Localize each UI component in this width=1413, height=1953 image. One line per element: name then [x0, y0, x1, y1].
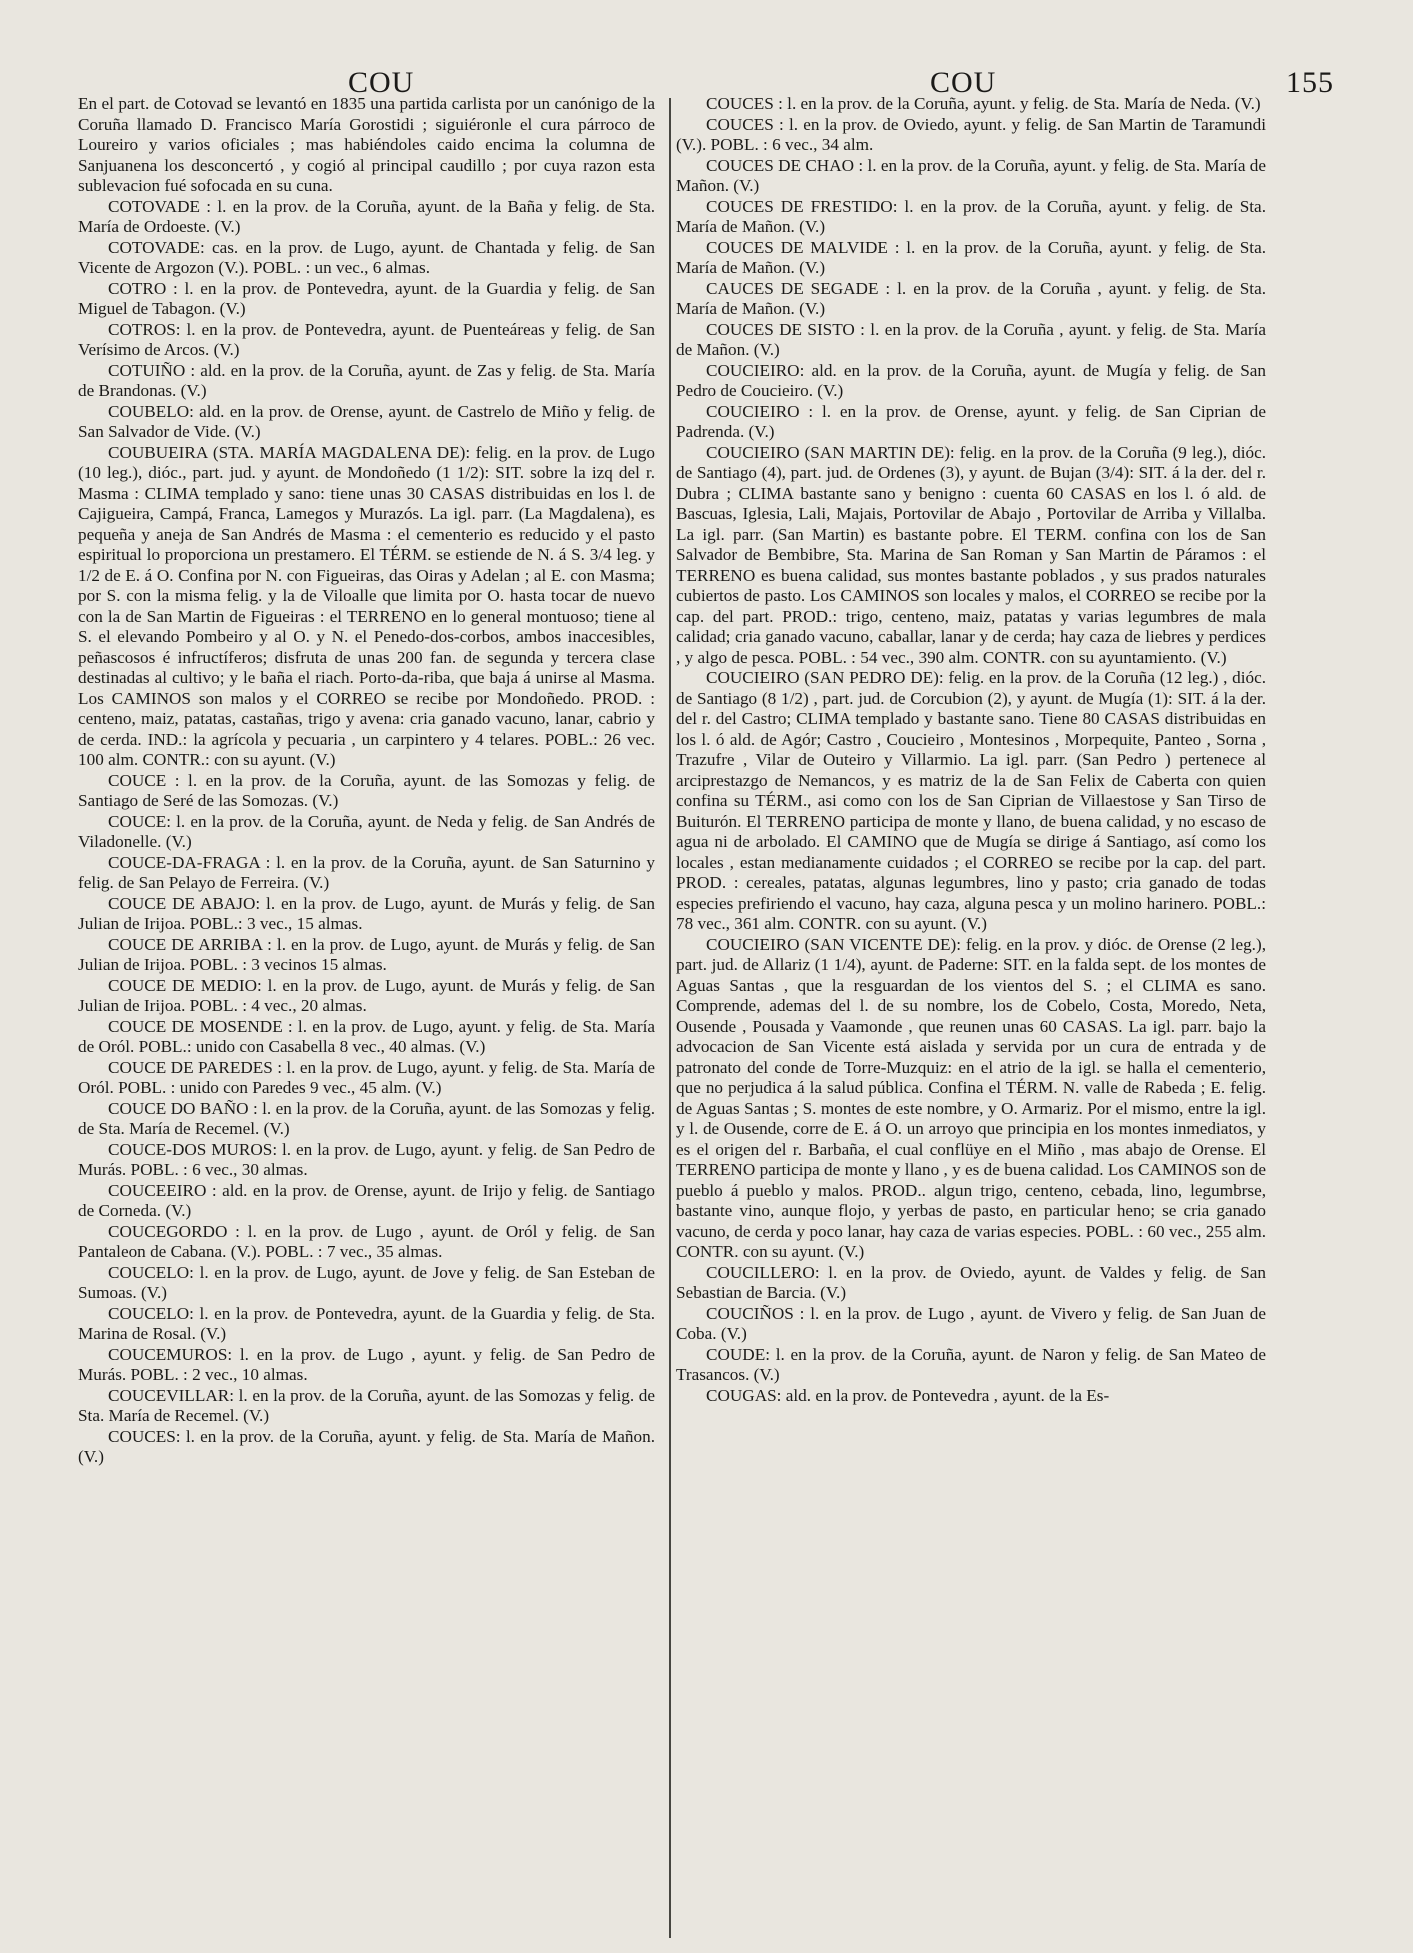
entry: COUCIÑOS : l. en la prov. de Lugo , ayunt. de Vivero y felig. de San Juan de Coba. (V.) — [676, 1303, 1266, 1343]
entry: COTROS: l. en la prov. de Pontevedra, ayunt. de Puenteáreas y felig. de San Verísimo de Arcos. (V.) — [78, 319, 655, 359]
entry: COUDE: l. en la prov. de la Coruña, ayunt. de Naron y felig. de San Mateo de Trasancos. (V.) — [676, 1344, 1266, 1384]
entry: COUCEGORDO : l. en la prov. de Lugo , ayunt. de Oról y felig. de San Pantaleon de Cabana. (V.). POBL. : 7 vec., 35 almas. — [78, 1221, 655, 1261]
entry: COUCIEIRO (SAN MARTIN DE): felig. en la prov. de la Coruña (9 leg.), dióc. de Santiago (4), part. jud. de Ordenes (3), y ayunt. de Bujan (3/4): SIT. á la der. del r. Dubra ; CLIMA bastante sano y benigno : cuenta 60 CASAS en los l. ó ald. de Bascuas, Iglesia, Lali, Majais, Portovilar de Abajo , Portovilar de Arriba y Villalba. La igl. parr. (San Martin) es bastante pobre. El TERM. confina con los de San Salvador de Bembibre, Sta. Marina de San Roman y San Martin de Páramos : el TERRENO es buena calidad, sus montes bastante poblados , y sus prados naturales cubiertos de pasto. Los CAMINOS son locales y malos, el CORREO se recibe por la cap. del part. PROD.: trigo, centeno, maiz, patatas y varias legumbres de mala calidad; cria ganado vacuno, caballar, lanar y de cerda; hay caza de liebres y perdices , y algo de pesca. POBL. : 54 vec., 390 alm. CONTR. con su ayuntamiento. (V.) — [676, 442, 1266, 667]
entry: COUCE DE MEDIO: l. en la prov. de Lugo, ayunt. de Murás y felig. de San Julian de Irijoa. POBL. : 4 vec., 20 almas. — [78, 975, 655, 1015]
entry: COUBUEIRA (STA. MARÍA MAGDALENA DE): felig. en la prov. de Lugo (10 leg.), dióc., part. jud. y ayunt. de Mondoñedo (1 1/2): SIT. sobre la izq del r. Masma : CLIMA templado y sano: tiene unas 30 CASAS distribuidas en los l. de Cajigueira, Campá, Franca, Lamegos y Murazós. La igl. parr. (La Magdalena), es pequeña y aneja de San Andrés de Masma : el cementerio es reducido y el pasto espiritual lo proporciona un prestamero. El TÉRM. se estiende de N. á S. 3/4 leg. y 1/2 de E. á O. Confina por N. con Figueiras, das Oiras y Adelan ; al E. con Masma; por S. con la misma felig. y la de Viloalle que limita por O. hasta tocar de nuevo con la de San Martin de Figueiras : el TERRENO en lo general montuoso; tiene al S. el elevando Pombeiro y al O. y N. el Penedo-dos-corbos, ambos inaccesibles, peñascosos é infructíferos; disfruta de unas 200 fan. de segunda y tercera clase destinadas al cultivo; y le baña el riach. Porto-da-riba, que baja á unirse al Masma. Los CAMINOS son malos y el CORREO se recibe por Mondoñedo. PROD. : centeno, maiz, patatas, castañas, trigo y avena: cria ganado vacuno, lanar, cabrio y de cerda. IND.: la agrícola y pecuaria , un carpintero y 4 telares. POBL.: 26 vec. 100 alm. CONTR.: con su ayunt. (V.) — [78, 442, 655, 769]
right-column — [676, 94, 1266, 1406]
entry: COTOVADE : l. en la prov. de la Coruña, ayunt. de la Baña y felig. de Sta. María de Ordoeste. (V.) — [78, 196, 655, 236]
page-number: 155 — [1286, 66, 1334, 99]
entry: COTOVADE: cas. en la prov. de Lugo, ayunt. de Chantada y felig. de San Vicente de Argozon (V.). POBL. : un vec., 6 almas. — [78, 237, 655, 277]
entry: COUCE DE PAREDES : l. en la prov. de Lugo, ayunt. y felig. de Sta. María de Oról. POBL. : unido con Paredes 9 vec., 45 alm. (V.) — [78, 1057, 655, 1097]
entry: COUCEMUROS: l. en la prov. de Lugo , ayunt. y felig. de San Pedro de Murás. POBL. : 2 vec., 10 almas. — [78, 1344, 655, 1384]
entry: COUCE : l. en la prov. de la Coruña, ayunt. de las Somozas y felig. de Santiago de Seré de las Somozas. (V.) — [78, 770, 655, 810]
entry: COUCE: l. en la prov. de la Coruña, ayunt. de Neda y felig. de San Andrés de Viladonelle. (V.) — [78, 811, 655, 851]
entry: COUCE-DOS MUROS: l. en la prov. de Lugo, ayunt. y felig. de San Pedro de Murás. POBL. : 6 vec., 30 almas. — [78, 1139, 655, 1179]
entry-continuation: En el part. de Cotovad se levantó en 1835 una partida carlista por un canónigo de la Coruña llamado D. Francisco María Gorostidi ; siguiéronle el cura párroco de Loureiro y varios oficiales ; mas habiéndoles caido encima la columna de Sanjuanena los desconcertó , y cogió al principal caudillo ; por cuya razon esta sublevacion fué sofocada en su cuna. — [78, 94, 655, 195]
entry: COTUIÑO : ald. en la prov. de la Coruña, ayunt. de Zas y felig. de Sta. María de Brandonas. (V.) — [78, 360, 655, 400]
entry: COUCILLERO: l. en la prov. de Oviedo, ayunt. de Valdes y felig. de San Sebastian de Barcia. (V.) — [676, 1262, 1266, 1302]
running-head-left: COU — [348, 66, 415, 99]
entry: COUCES : l. en la prov. de la Coruña, ayunt. y felig. de Sta. María de Neda. (V.) — [706, 94, 1261, 113]
entry: COUCE DE MOSENDE : l. en la prov. de Lugo, ayunt. y felig. de Sta. María de Oról. POBL.: unido con Casabella 8 vec., 40 almas. (V.) — [78, 1016, 655, 1056]
entry: COUBELO: ald. en la prov. de Orense, ayunt. de Castrelo de Miño y felig. de San Salvador de Vide. (V.) — [78, 401, 655, 441]
entry: COUCES DE CHAO : l. en la prov. de la Coruña, ayunt. y felig. de Sta. María de Mañon. (V.) — [676, 155, 1266, 195]
entry: COTRO : l. en la prov. de Pontevedra, ayunt. de la Guardia y felig. de San Miguel de Tabagon. (V.) — [78, 278, 655, 318]
entry: COUCIEIRO: ald. en la prov. de la Coruña, ayunt. de Mugía y felig. de San Pedro de Coucieiro. (V.) — [676, 360, 1266, 400]
entry: COUCES DE MALVIDE : l. en la prov. de la Coruña, ayunt. y felig. de Sta. María de Mañon. (V.) — [676, 237, 1266, 277]
entry: COUCELO: l. en la prov. de Pontevedra, ayunt. de la Guardia y felig. de Sta. Marina de Rosal. (V.) — [78, 1303, 655, 1343]
entry: CAUCES DE SEGADE : l. en la prov. de la Coruña , ayunt. y felig. de Sta. María de Mañon. (V.) — [676, 278, 1266, 318]
entry: COUCIEIRO : l. en la prov. de Orense, ayunt. y felig. de San Ciprian de Padrenda. (V.) — [676, 401, 1266, 441]
left-column — [78, 94, 655, 1468]
entry: COUCIEIRO (SAN PEDRO DE): felig. en la prov. de la Coruña (12 leg.) , dióc. de Santiago (8 1/2) , part. jud. de Corcubion (2), y ayunt. de Mugía (1): SIT. á la der. del r. del Castro; CLIMA templado y bastante sano. Tiene 80 CASAS distribuidas en los l. ó ald. de Agór; Castro , Coucieiro , Montesinos , Morpequite, Panteo , Sorna , Trazufre , Vilar de Outeiro y Villarmio. La igl. parr. (San Pedro ) pertenece al arciprestazgo de Nemancos, y es matriz de la de San Felix de Caberta con quien confina su TÉRM., asi como con los de San Ciprian de Villaestose y San Tirso de Buiturón. El TERRENO participa de monte y llano, de buena calidad, y no escaso de agua ni de arbolado. El CAMINO que de Mugía se dirige á Santiago, así como los locales , estan medianamente cuidados ; el CORREO se recibe por la cap. del part. PROD. : cereales, patatas, algunas legumbres, lino y pasto; cria ganado de todas especies prefiriendo el vacuno, hay caza, alguna pesca y un molino harinero. POBL.: 78 vec., 361 alm. CONTR. con su ayunt. (V.) — [676, 668, 1266, 933]
running-head-right: COU — [930, 66, 997, 99]
entry: COUCES : l. en la prov. de Oviedo, ayunt. y felig. de San Martin de Taramundi (V.). POBL. : 6 vec., 34 alm. — [676, 114, 1266, 154]
entry: COUCE DE ARRIBA : l. en la prov. de Lugo, ayunt. de Murás y felig. de San Julian de Irijoa. POBL. : 3 vecinos 15 almas. — [78, 934, 655, 974]
entry: COUCIEIRO (SAN VICENTE DE): felig. en la prov. y dióc. de Orense (2 leg.), part. jud. de Allariz (1 1/4), ayunt. de Paderne: SIT. en la falda sept. de los montes de Aguas Santas , que la resguardan de los vientos del S. ; el CLIMA es sano. Comprende, ademas del l. de su nombre, los de Cobelo, Costa, Moredo, Neta, Ousende , Pousada y Vaamonde , que reunen unas 60 CASAS. La igl. parr. bajo la advocacion de San Vicente está aislada y servida por un cura de entrada y de patronato del conde de Torre-Muzquiz: en el atrio de la igl. se halla el cementerio, que no perjudica á la salud pública. Confina el TÉRM. N. valle de Rabeda ; E. felig. de Aguas Santas ; S. montes de este nombre, y O. Armariz. Por el mismo, entre la igl. y l. de Ousende, corre de E. á O. un arroyo que principia en los montes inmediatos, y es el origen del r. Barbaña, el cual conflüye en el Miño , mas abajo de Orense. El TERRENO participa de monte y llano , y es de buena calidad. Los CAMINOS son de pueblo á pueblo y malos. PROD.. algun trigo, centeno, cebada, lino, legumbrse, bastante vino, aunque flojo, y yerbas de pasto, en particular heno; se cria ganado vacuno, de cerda y poco lanar, hay caza de varias especies. POBL. : 60 vec., 255 alm. CONTR. con su ayunt. (V.) — [676, 934, 1266, 1261]
column-divider — [669, 98, 671, 1938]
entry: COUCES DE FRESTIDO: l. en la prov. de la Coruña, ayunt. y felig. de Sta. María de Mañon. (V.) — [676, 196, 1266, 236]
entry: COUCEEIRO : ald. en la prov. de Orense, ayunt. de Irijo y felig. de Santiago de Corneda. (V.) — [78, 1180, 655, 1220]
entry: COUCE-DA-FRAGA : l. en la prov. de la Coruña, ayunt. de San Saturnino y felig. de San Pelayo de Ferreira. (V.) — [78, 852, 655, 892]
entry: COUCELO: l. en la prov. de Lugo, ayunt. de Jove y felig. de San Esteban de Sumoas. (V.) — [78, 1262, 655, 1302]
entry: COUCE DE ABAJO: l. en la prov. de Lugo, ayunt. de Murás y felig. de San Julian de Irijoa. POBL.: 3 vec., 15 almas. — [78, 893, 655, 933]
entry: COUCE DO BAÑO : l. en la prov. de la Coruña, ayunt. de las Somozas y felig. de Sta. María de Recemel. (V.) — [78, 1098, 655, 1138]
entry: COUCES: l. en la prov. de la Coruña, ayunt. y felig. de Sta. María de Mañon. (V.) — [78, 1426, 655, 1466]
entry: COUCES DE SISTO : l. en la prov. de la Coruña , ayunt. y felig. de Sta. María de Mañon. (V.) — [676, 319, 1266, 359]
entry: COUCEVILLAR: l. en la prov. de la Coruña, ayunt. de las Somozas y felig. de Sta. María de Recemel. (V.) — [78, 1385, 655, 1425]
entry: COUGAS: ald. en la prov. de Pontevedra , ayunt. de la Es- — [706, 1385, 1110, 1405]
